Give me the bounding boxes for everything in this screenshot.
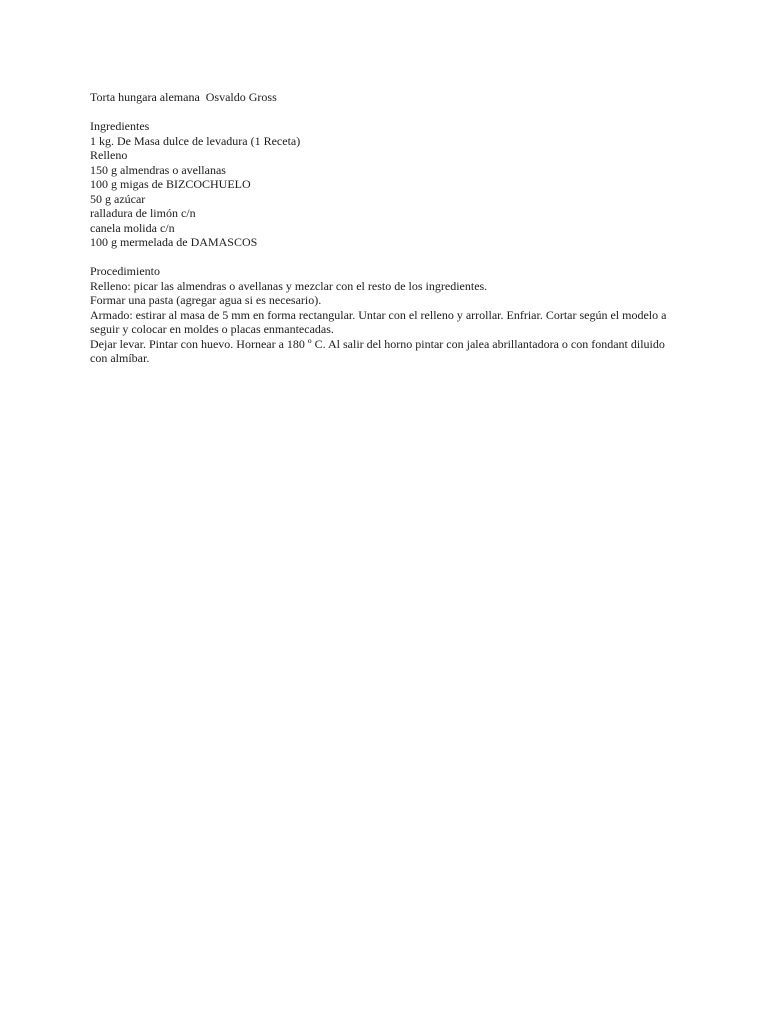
ingredient-line: 100 g migas de BIZCOCHUELO bbox=[90, 177, 251, 191]
ingredient-line: canela molida c/n bbox=[90, 220, 175, 235]
ingredient-line: 100 g mermelada de DAMASCOS bbox=[90, 235, 258, 249]
ingredient-line: 50 g azúcar bbox=[90, 191, 146, 206]
ingredient-line: 150 g almendras o avellanas bbox=[90, 162, 226, 177]
procedure-step: Armado: estirar al masa de 5 mm en forma rectangular. Untar con el relleno y arrollar. Enfriar. Cortar según el modelo a seguir y colocar en moldes o placas enmantecadas. bbox=[90, 307, 670, 336]
ingredients-heading: Ingredientes bbox=[90, 119, 150, 133]
ingredient-line: ralladura de limón c/n bbox=[90, 206, 196, 220]
document-body bbox=[90, 90, 680, 366]
procedure-step: Formar una pasta (agregar agua si es necesario). bbox=[90, 293, 322, 307]
recipe-title: Torta hungara alemana Osvaldo Gross bbox=[90, 90, 277, 104]
procedure-step: Relleno: picar las almendras o avellanas y mezclar con el resto de los ingredientes. bbox=[90, 278, 488, 293]
procedure-step: Dejar levar. Pintar con huevo. Hornear a 180 º C. Al salir del horno pintar con jalea abrillantadora o con fondant diluido con almíbar. bbox=[90, 336, 668, 365]
ingredient-line: 1 kg. De Masa dulce de levadura (1 Receta) bbox=[90, 133, 301, 148]
procedure-heading: Procedimiento bbox=[90, 264, 160, 278]
ingredient-line: Relleno bbox=[90, 148, 128, 162]
